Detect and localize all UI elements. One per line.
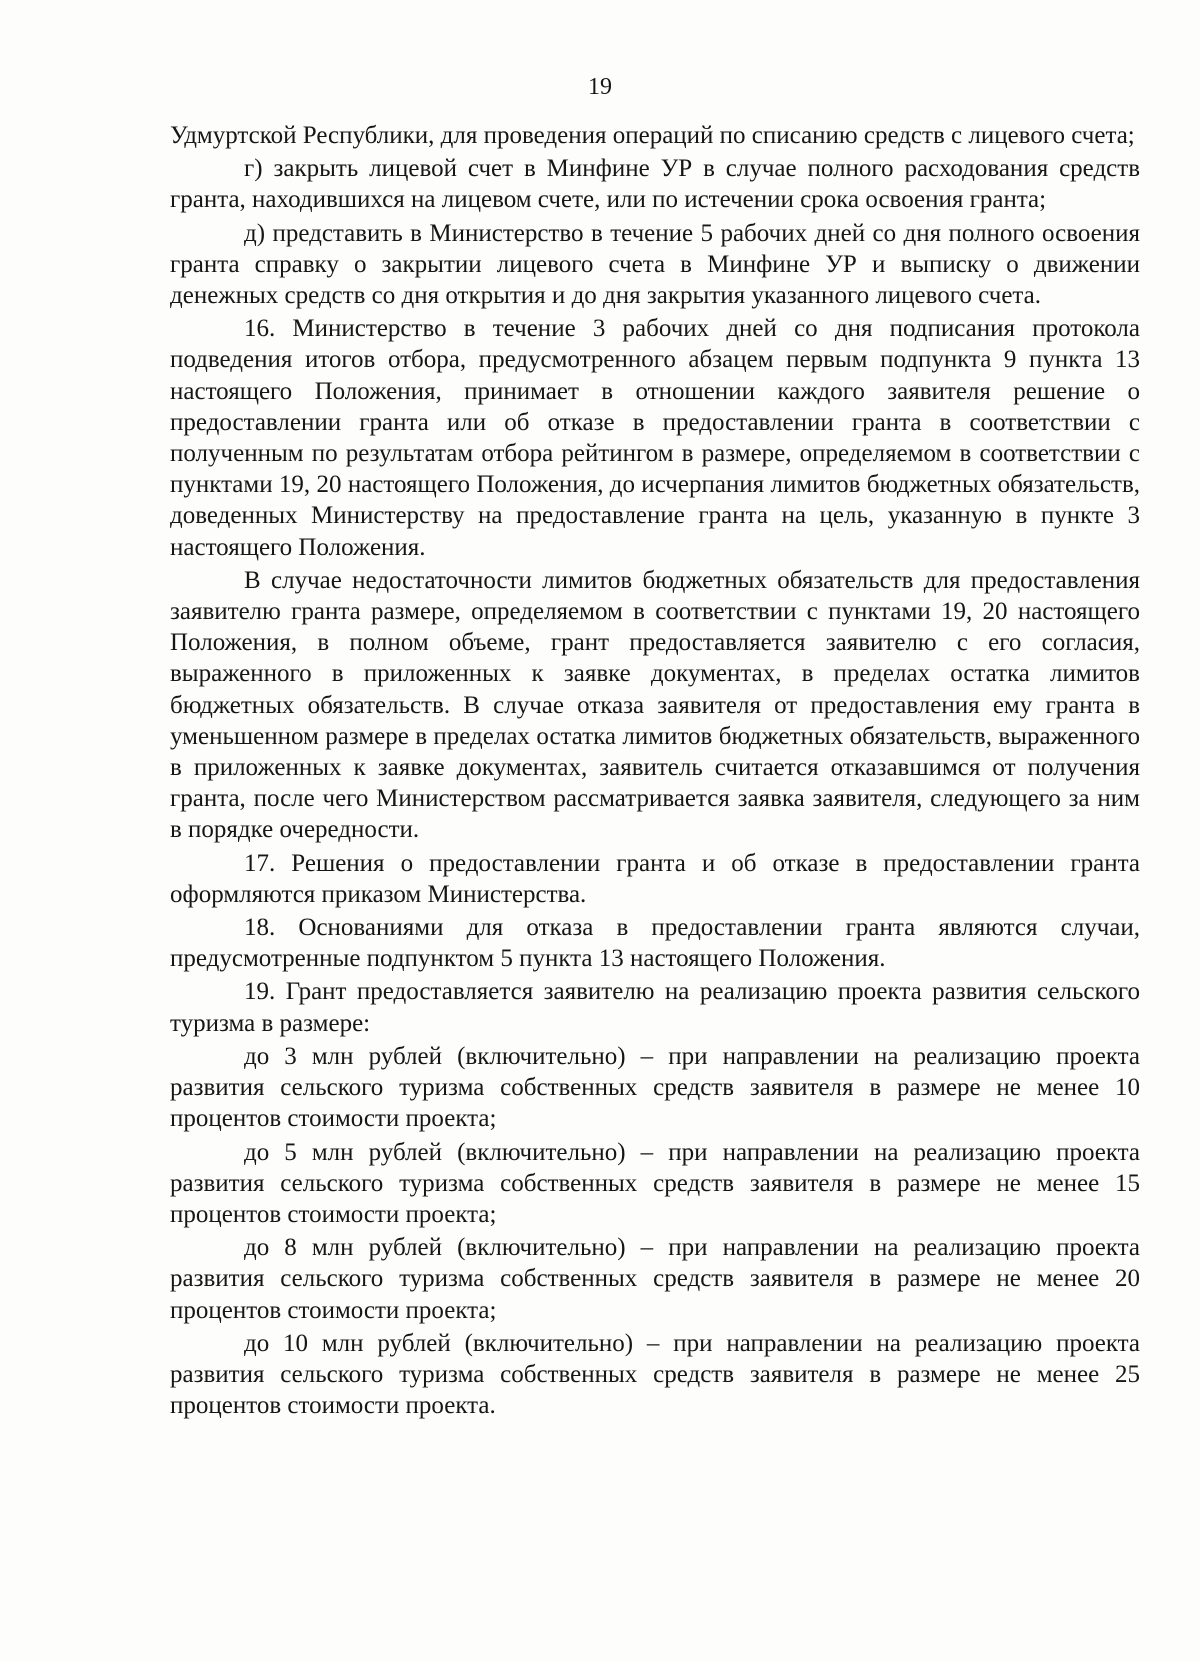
paragraph-item-d: д) представить в Министерство в течение 5 рабочих дней со дня полного освоения гранта справку о закрытии лицевого счета в Минфине УР и выписку о движении денежных средств со дня открытия и до дня закрытия указанного лицевого счета. — [170, 219, 1140, 310]
paragraph-clause-19: 19. Грант предоставляется заявителю на реализацию проекта развития сельского туризма в размере: — [170, 978, 1140, 1037]
paragraph-insufficient-limits: В случае недостаточности лимитов бюджетных обязательств для предоставления заявителю гранта размере, определяемом в соответствии с пунктами 19, 20 настоящего Положения, в полном объеме, грант предоставляется заявителю с его согласия, выраженного в приложенных к заявке документах, в пределах остатка лимитов бюджетных обязательств. В случае отказа заявителя от предоставления ему гранта в уменьшенном размере в пределах остатка лимитов бюджетных обязательств, выраженного в приложенных к заявке документах, заявитель считается отказавшимся от получения гранта, после чего Министерством рассматривается заявка заявителя, следующего за ним в порядке очередности. — [170, 566, 1140, 844]
paragraph-grant-3mln: до 3 млн рублей (включительно) – при направлении на реализацию проекта развития сельского туризма собственных средств заявителя в размере не менее 10 процентов стоимости проекта; — [170, 1042, 1140, 1133]
page-number: 19 — [588, 74, 612, 100]
paragraph-clause-16: 16. Министерство в течение 3 рабочих дней со дня подписания протокола подведения итогов отбора, предусмотренного абзацем первым подпункта 9 пункта 13 настоящего Положения, принимает в отношении каждого заявителя решение о предоставлении гранта или об отказе в предоставлении гранта в соответствии с полученным по результатам отбора рейтингом в размере, определяемом в соответствии с пунктами 19, 20 настоящего Положения, до исчерпания лимитов бюджетных обязательств, доведенных Министерству на предоставление гранта на цель, указанную в пункте 3 настоящего Положения. — [170, 315, 1140, 561]
paragraph-item-g: г) закрыть лицевой счет в Минфине УР в случае полного расходования средств гранта, находившихся на лицевом счете, или по истечении срока освоения гранта; — [170, 155, 1140, 214]
paragraph-grant-5mln: до 5 млн рублей (включительно) – при направлении на реализацию проекта развития сельского туризма собственных средств заявителя в размере не менее 15 процентов стоимости проекта; — [170, 1138, 1140, 1228]
document-body — [170, 120, 1140, 1423]
paragraph-continuation: Удмуртской Республики, для проведения операций по списанию средств с лицевого счета; — [170, 122, 1135, 149]
paragraph-clause-18: 18. Основаниями для отказа в предоставлении гранта являются случаи, предусмотренные подпунктом 5 пункта 13 настоящего Положения. — [170, 914, 1140, 973]
paragraph-grant-8mln: до 8 млн рублей (включительно) – при направлении на реализацию проекта развития сельского туризма собственных средств заявителя в размере не менее 20 процентов стоимости проекта; — [170, 1234, 1140, 1324]
paragraph-grant-10mln: до 10 млн рублей (включительно) – при направлении на реализацию проекта развития сельского туризма собственных средств заявителя в размере не менее 25 процентов стоимости проекта. — [170, 1329, 1140, 1420]
paragraph-clause-17: 17. Решения о предоставлении гранта и об отказе в предоставлении гранта оформляются приказом Министерства. — [170, 849, 1140, 908]
